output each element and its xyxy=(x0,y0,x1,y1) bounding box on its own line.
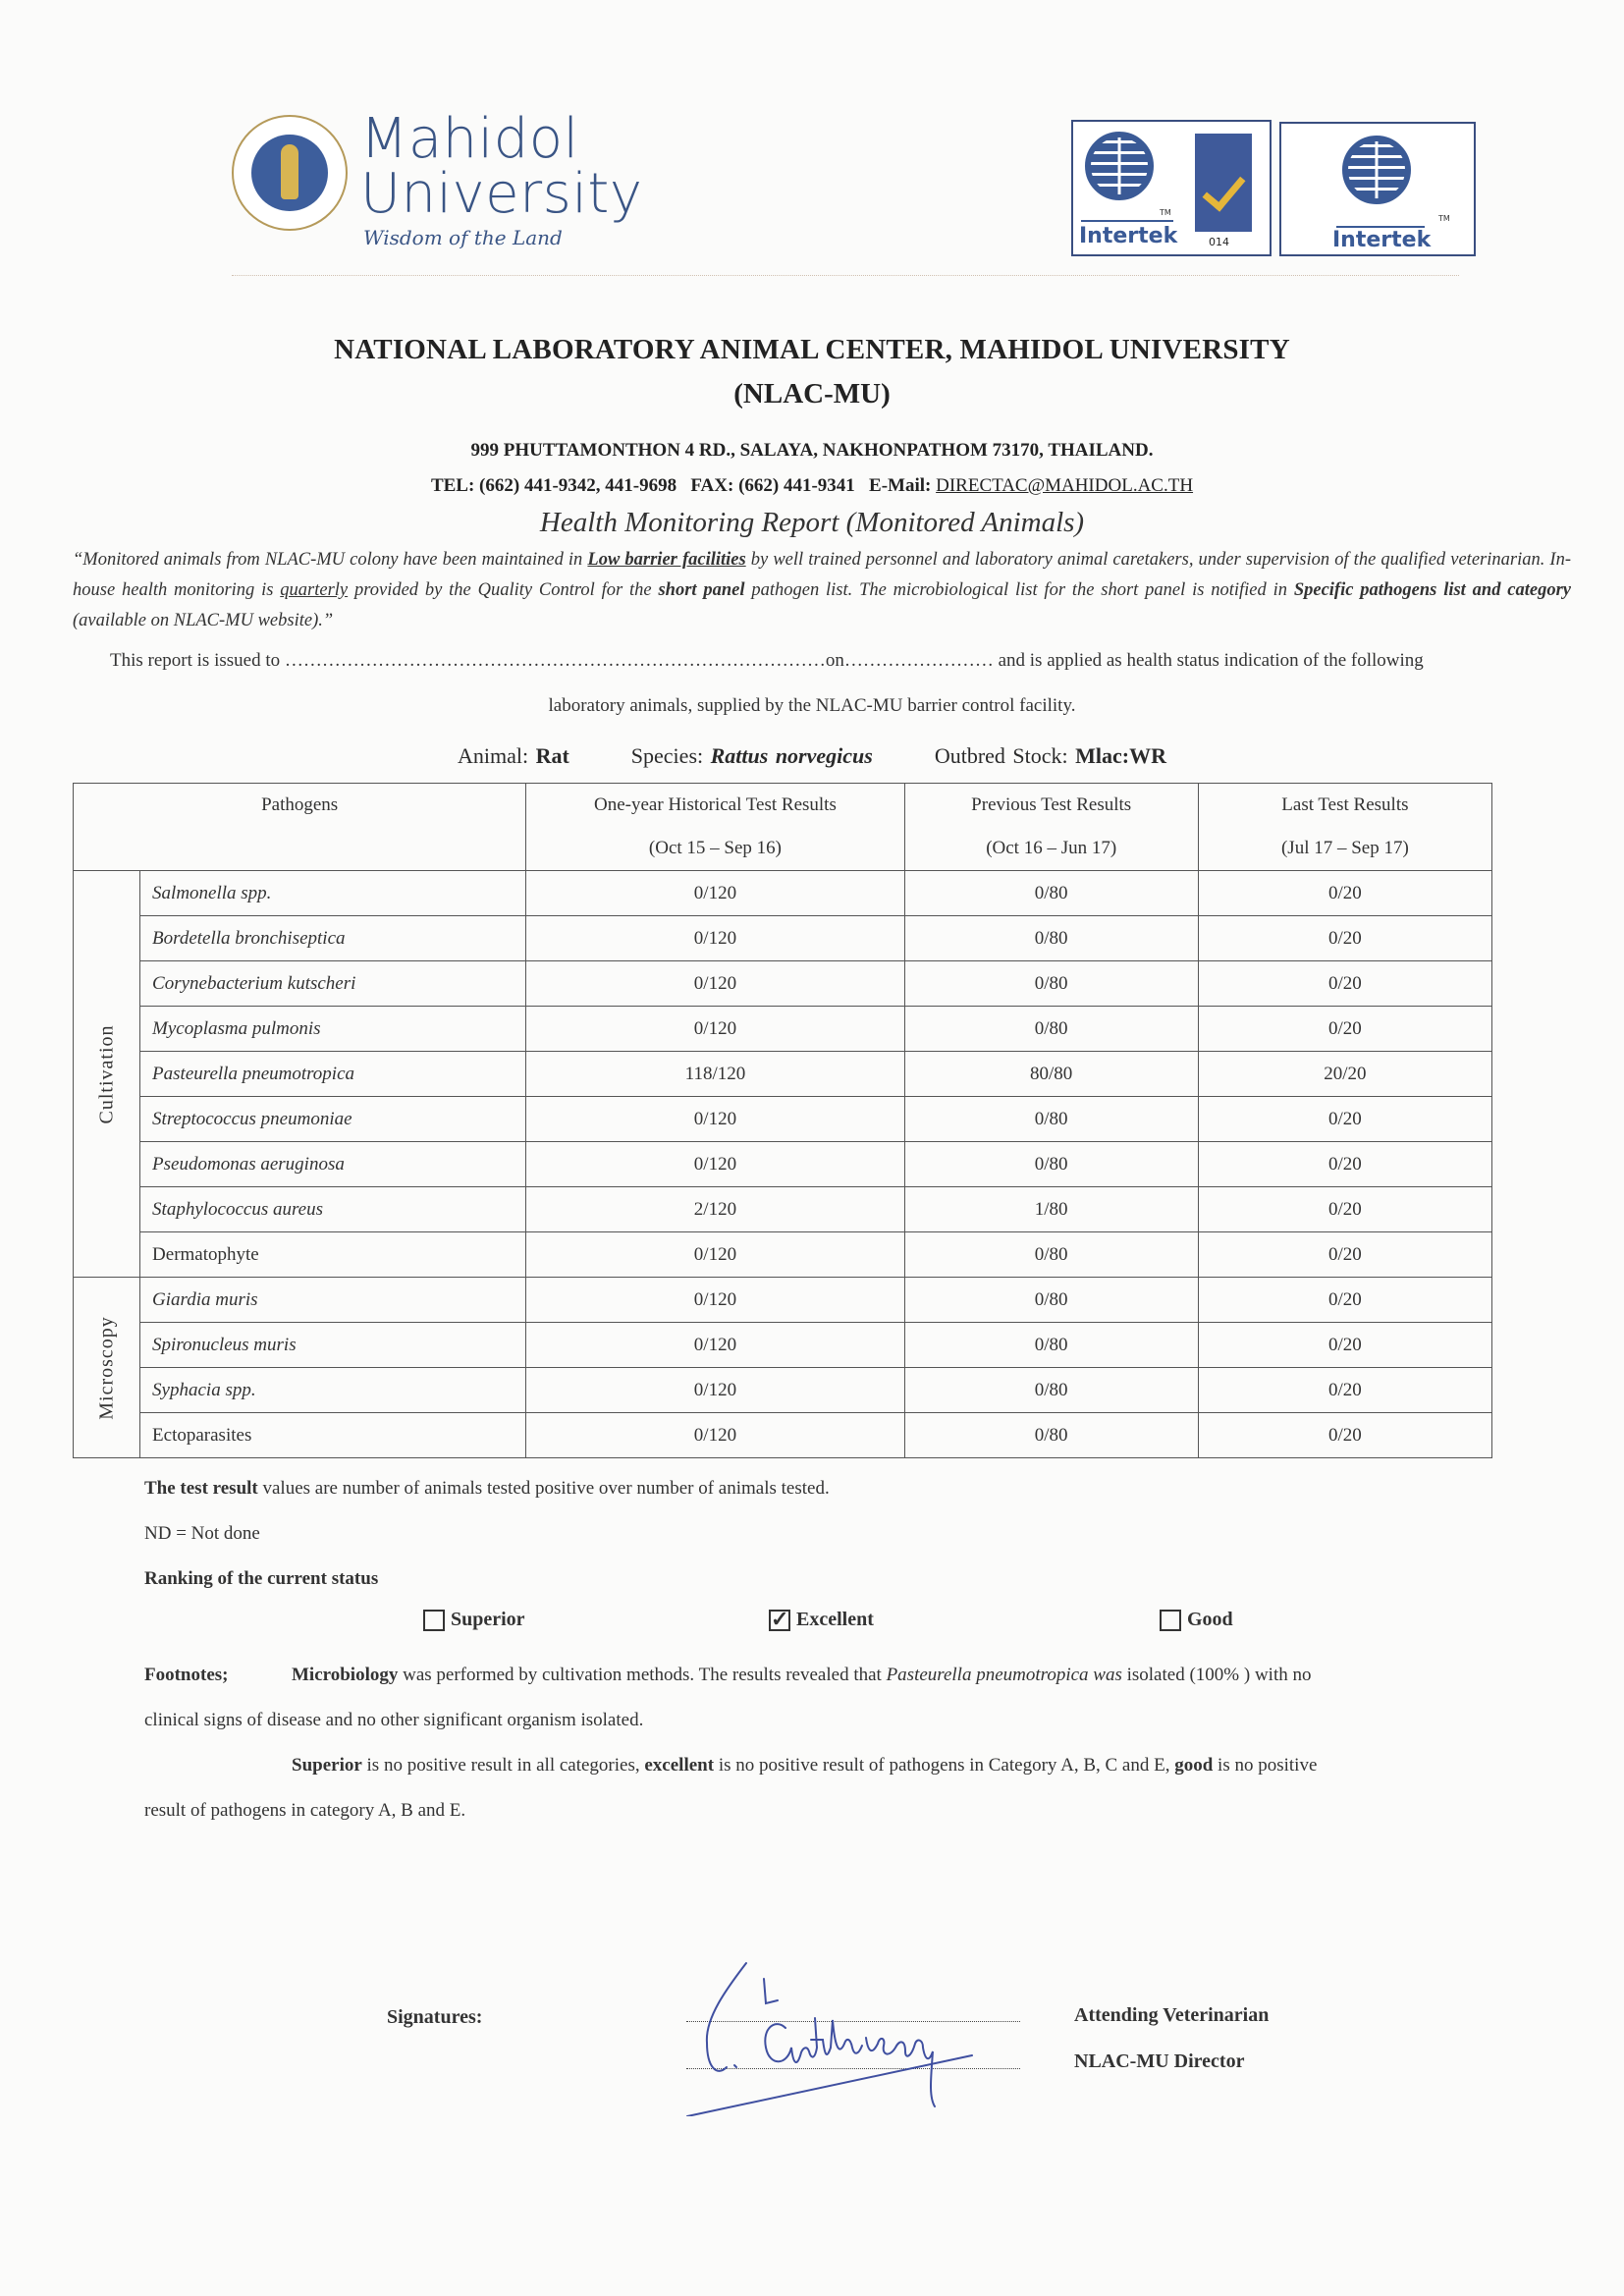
role-attending-veterinarian: Attending Veterinarian xyxy=(1074,2004,1270,2026)
results-table-body xyxy=(74,871,1492,1458)
last-result-cell: 0/20 xyxy=(1198,1097,1491,1142)
intertek-label: Intertek xyxy=(1332,228,1432,252)
previous-result-cell: 80/80 xyxy=(904,1052,1198,1097)
group-label: Cultivation xyxy=(95,1024,118,1123)
table-row xyxy=(74,1232,1492,1278)
last-result-cell: 0/20 xyxy=(1198,916,1491,961)
trademark-mark: TM xyxy=(1160,208,1171,217)
excellent-checkbox-checked[interactable]: ✓ xyxy=(771,1606,789,1631)
historical-result-cell: 0/120 xyxy=(526,1323,904,1368)
superior-checkbox[interactable] xyxy=(423,1610,445,1631)
ukas-crown-tick-icon xyxy=(1195,134,1252,232)
historical-result-cell: 118/120 xyxy=(526,1052,904,1097)
last-result-cell: 0/20 xyxy=(1198,1278,1491,1323)
historical-result-cell: 0/120 xyxy=(526,916,904,961)
footnote-microbiology-continued: clinical signs of disease and no other significant organism isolated. xyxy=(144,1710,644,1730)
university-name-line1: Mahidol xyxy=(360,107,579,171)
pathogen-name-cell: Bordetella bronchiseptica xyxy=(140,916,526,961)
iso-ukas-certification-badge xyxy=(1071,120,1272,256)
university-name-line2: University xyxy=(360,162,643,226)
ranking-title: Ranking of the current status xyxy=(144,1568,379,1589)
group-cell xyxy=(74,871,140,1278)
ohsas-18001-globe-icon xyxy=(1342,136,1411,204)
footnote-microbiology: Footnotes; Microbiology was performed by cultivation methods. The results revealed that Pasteurella pneumotropica was isolated (100% ) with no xyxy=(144,1665,1312,1685)
historical-result-cell: 0/120 xyxy=(526,1368,904,1413)
table-row xyxy=(74,1097,1492,1142)
group-label: Microscopy xyxy=(95,1315,118,1420)
historical-result-cell: 0/120 xyxy=(526,961,904,1007)
ukas-code: 014 xyxy=(1209,236,1229,248)
previous-result-cell: 0/80 xyxy=(904,1142,1198,1187)
historical-result-cell: 0/120 xyxy=(526,1278,904,1323)
last-result-cell: 0/20 xyxy=(1198,961,1491,1007)
mahidol-university-seal-logo xyxy=(232,115,348,231)
pathogen-name-cell: Dermatophyte xyxy=(140,1232,526,1278)
pathogen-name-cell: Spironucleus muris xyxy=(140,1323,526,1368)
last-result-cell: 0/20 xyxy=(1198,1142,1491,1187)
test-result-note: The test result values are number of animals tested positive over number of animals tested. xyxy=(144,1478,830,1499)
university-tagline: Wisdom of the Land xyxy=(363,226,563,249)
previous-result-cell: 0/80 xyxy=(904,871,1198,916)
table-row xyxy=(74,1368,1492,1413)
footnote-ranking-continued: result of pathogens in category A, B and E. xyxy=(144,1800,466,1821)
species-value: Rattus norvegicus xyxy=(710,743,873,768)
pathogen-name-cell: Pasteurella pneumotropica xyxy=(140,1052,526,1097)
footnote-ranking-definitions: Superior is no positive result in all categories, excellent is no positive result of pathogens in Category A, B, C and E, good is no positive xyxy=(292,1755,1318,1776)
historical-result-cell: 0/120 xyxy=(526,871,904,916)
pathogen-name-cell: Staphylococcus aureus xyxy=(140,1187,526,1232)
iso-9001-globe-icon xyxy=(1085,132,1154,200)
table-row xyxy=(74,1278,1492,1323)
header-previous: Previous Test Results (Oct 16 – Jun 17) xyxy=(904,784,1198,871)
org-title: NATIONAL LABORATORY ANIMAL CENTER, MAHIDOL UNIVERSITY xyxy=(334,334,1290,365)
handwritten-signature xyxy=(677,1949,1051,2116)
org-contact xyxy=(0,475,1624,497)
pathogen-name-cell: Ectoparasites xyxy=(140,1413,526,1458)
previous-result-cell: 1/80 xyxy=(904,1187,1198,1232)
table-row xyxy=(74,1142,1492,1187)
previous-result-cell: 0/80 xyxy=(904,1232,1198,1278)
pathogen-name-cell: Salmonella spp. xyxy=(140,871,526,916)
ohsas-certification-badge xyxy=(1279,122,1476,256)
org-abbreviation: (NLAC-MU) xyxy=(733,378,891,410)
previous-result-cell: 0/80 xyxy=(904,1323,1198,1368)
intertek-label: Intertek xyxy=(1079,224,1178,248)
nd-note: ND = Not done xyxy=(144,1523,260,1544)
ranking-option-superior[interactable]: Superior xyxy=(423,1609,525,1631)
phone-fax: TEL: (662) 441-9342, 441-9698 FAX: (662) 441-9341 E-Mail: xyxy=(430,475,937,496)
issued-to-line-continued: laboratory animals, supplied by the NLAC-MU barrier control facility. xyxy=(548,695,1076,716)
group-cell xyxy=(74,1278,140,1458)
ranking-option-good[interactable]: Good xyxy=(1160,1609,1233,1631)
last-result-cell: 0/20 xyxy=(1198,1232,1491,1278)
table-row xyxy=(74,961,1492,1007)
last-result-cell: 20/20 xyxy=(1198,1052,1491,1097)
pathogen-name-cell: Pseudomonas aeruginosa xyxy=(140,1142,526,1187)
header-pathogens: Pathogens xyxy=(74,784,526,871)
university-name xyxy=(360,107,643,226)
previous-result-cell: 0/80 xyxy=(904,916,1198,961)
header-last: Last Test Results (Jul 17 – Sep 17) xyxy=(1198,784,1491,871)
table-row xyxy=(74,871,1492,916)
previous-result-cell: 0/80 xyxy=(904,1368,1198,1413)
pathogen-name-cell: Mycoplasma pulmonis xyxy=(140,1007,526,1052)
org-address: 999 PHUTTAMONTHON 4 RD., SALAYA, NAKHONPATHOM 73170, THAILAND. xyxy=(470,440,1154,461)
results-table xyxy=(73,783,1492,1458)
table-row xyxy=(74,1323,1492,1368)
pathogen-name-cell: Corynebacterium kutscheri xyxy=(140,961,526,1007)
last-result-cell: 0/20 xyxy=(1198,1368,1491,1413)
historical-result-cell: 0/120 xyxy=(526,1413,904,1458)
previous-result-cell: 0/80 xyxy=(904,1278,1198,1323)
last-result-cell: 0/20 xyxy=(1198,871,1491,916)
good-checkbox[interactable] xyxy=(1160,1610,1181,1631)
table-row xyxy=(74,1052,1492,1097)
last-result-cell: 0/20 xyxy=(1198,1187,1491,1232)
animal-info: Animal: Rat Species: Rattus norvegicus Outbred Stock: Mlac:WR xyxy=(457,743,1167,768)
issued-to-line: This report is issued to ……………………………………………………………………………on…………………… and is applied as health status indication of the following xyxy=(110,650,1424,671)
last-result-cell: 0/20 xyxy=(1198,1323,1491,1368)
stock-value: Mlac:WR xyxy=(1075,743,1167,768)
table-row xyxy=(74,1007,1492,1052)
ranking-option-excellent[interactable]: ✓ Excellent xyxy=(771,1606,874,1631)
historical-result-cell: 2/120 xyxy=(526,1187,904,1232)
table-row xyxy=(74,1413,1492,1458)
email-link[interactable]: DIRECTAC@MAHIDOL.AC.TH xyxy=(936,475,1194,496)
header-divider xyxy=(232,275,1459,276)
table-header-row xyxy=(74,784,1492,871)
table-row xyxy=(74,1187,1492,1232)
report-intro: “Monitored animals from NLAC-MU colony have been maintained in Low barrier facilities by well trained personnel and laboratory animal caretakers, under supervision of the qualified veterinarian. In-house health monitoring is quarterly provided by the Quality Control for the short panel pathogen list. The microbiological list for the short panel is notified in Specific pathogens list and category (available on NLAC-MU website).” xyxy=(73,550,1571,630)
role-director: NLAC-MU Director xyxy=(1074,2050,1245,2072)
pathogen-name-cell: Syphacia spp. xyxy=(140,1368,526,1413)
previous-result-cell: 0/80 xyxy=(904,961,1198,1007)
previous-result-cell: 0/80 xyxy=(904,1007,1198,1052)
last-result-cell: 0/20 xyxy=(1198,1413,1491,1458)
previous-result-cell: 0/80 xyxy=(904,1413,1198,1458)
signatures-label: Signatures: xyxy=(387,2006,483,2028)
historical-result-cell: 0/120 xyxy=(526,1097,904,1142)
historical-result-cell: 0/120 xyxy=(526,1007,904,1052)
pathogen-name-cell: Giardia muris xyxy=(140,1278,526,1323)
historical-result-cell: 0/120 xyxy=(526,1232,904,1278)
report-title: Health Monitoring Report (Monitored Animals) xyxy=(539,507,1085,538)
historical-result-cell: 0/120 xyxy=(526,1142,904,1187)
last-result-cell: 0/20 xyxy=(1198,1007,1491,1052)
table-row xyxy=(74,916,1492,961)
header-historical: One-year Historical Test Results (Oct 15 – Sep 16) xyxy=(526,784,904,871)
animal-value: Rat xyxy=(535,743,569,768)
trademark-mark: TM xyxy=(1438,214,1450,223)
previous-result-cell: 0/80 xyxy=(904,1097,1198,1142)
pathogen-name-cell: Streptococcus pneumoniae xyxy=(140,1097,526,1142)
